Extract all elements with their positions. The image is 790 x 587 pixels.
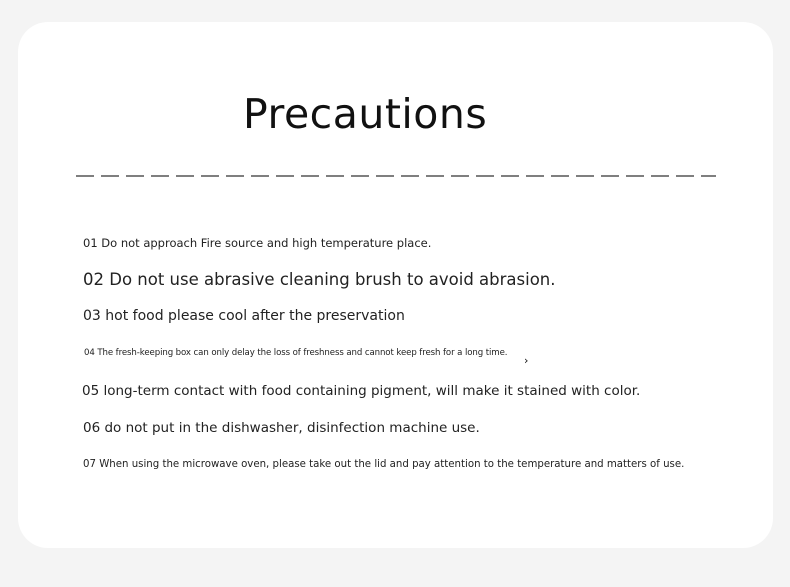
dashed-divider [76,175,716,177]
precaution-item-04: 04 The fresh-keeping box can only delay the loss of freshness and cannot keep fresh for a long time. [84,348,508,358]
precaution-item-03: 03 hot food please cool after the preservation [83,308,405,324]
precaution-item-05: 05 long-term contact with food containing pigment, will make it stained with color. [82,383,641,399]
page-title: Precautions [243,90,488,138]
precaution-item-07: 07 When using the microwave oven, please take out the lid and pay attention to the temperature and matters of use. [83,459,685,470]
precaution-item-02: 02 Do not use abrasive cleaning brush to avoid abrasion. [83,270,556,289]
precaution-item-01: 01 Do not approach Fire source and high temperature place. [83,236,432,250]
precaution-item-06: 06 do not put in the dishwasher, disinfection machine use. [83,420,480,436]
chevron-right-icon: › [524,354,529,367]
precautions-card [18,22,773,548]
